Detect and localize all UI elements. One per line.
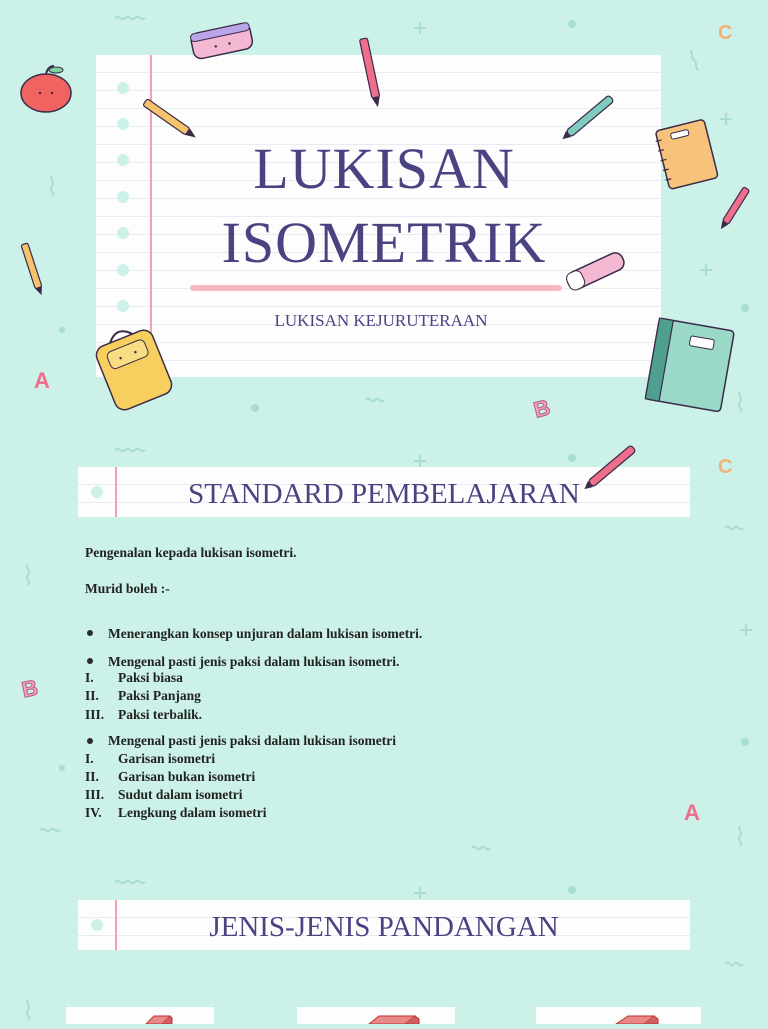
title-line-1: LUKISAN xyxy=(253,136,515,201)
list-num: III. xyxy=(85,707,105,722)
letter-b-decoration: B xyxy=(530,394,553,423)
bullet-dot xyxy=(87,630,93,636)
list-num: IV. xyxy=(85,805,102,820)
bullet-dot xyxy=(87,738,93,744)
cube-icon xyxy=(536,1007,701,1024)
list-num: II. xyxy=(85,688,99,703)
list-num: I. xyxy=(85,670,94,685)
subtitle: LUKISAN KEJURUTERAAN xyxy=(274,311,488,330)
view-card-2 xyxy=(297,1007,455,1024)
bullet-3-text: Mengenal pasti jenis paksi dalam lukisan isometri xyxy=(108,733,397,748)
letter-a-decoration: A xyxy=(34,368,50,393)
list-num: III. xyxy=(85,787,105,802)
bullet-1-text: Menerangkan konsep unjuran dalam lukisan isometri. xyxy=(108,626,423,641)
lead-text: Murid boleh :- xyxy=(85,581,170,596)
section-heading-pandangan: JENIS-JENIS PANDANGAN xyxy=(209,911,559,943)
list-item: Sudut dalam isometri xyxy=(118,787,243,802)
title-underline xyxy=(190,285,562,291)
letter-c-decoration: C xyxy=(718,22,733,44)
letter-a-decoration-2: A xyxy=(684,800,700,825)
list-item: Garisan isometri xyxy=(118,751,216,766)
paper-hole xyxy=(117,82,129,94)
list-item: Paksi Panjang xyxy=(118,688,201,703)
letter-b-decoration-2: B xyxy=(19,674,41,703)
letter-c-decoration-2: C xyxy=(718,456,733,478)
cube-icon xyxy=(66,1007,214,1024)
list-num: I. xyxy=(85,751,94,766)
list-item: Paksi terbalik. xyxy=(118,707,203,722)
section-heading-standard: STANDARD PEMBELAJARAN xyxy=(188,478,580,510)
bullet-2-text: Mengenal pasti jenis paksi dalam lukisan isometri. xyxy=(108,654,400,669)
intro-text: Pengenalan kepada lukisan isometri. xyxy=(85,545,297,560)
title-line-2: ISOMETRIK xyxy=(221,210,547,275)
list-item: Lengkung dalam isometri xyxy=(118,805,267,820)
paper-hole xyxy=(117,118,129,130)
view-card-3 xyxy=(536,1007,701,1024)
list-item: Garisan bukan isometri xyxy=(118,769,256,784)
bullet-dot xyxy=(87,658,93,664)
view-card-1 xyxy=(66,1007,214,1024)
cube-icon xyxy=(297,1007,455,1024)
list-item: Paksi biasa xyxy=(118,670,183,685)
list-num: II. xyxy=(85,769,99,784)
